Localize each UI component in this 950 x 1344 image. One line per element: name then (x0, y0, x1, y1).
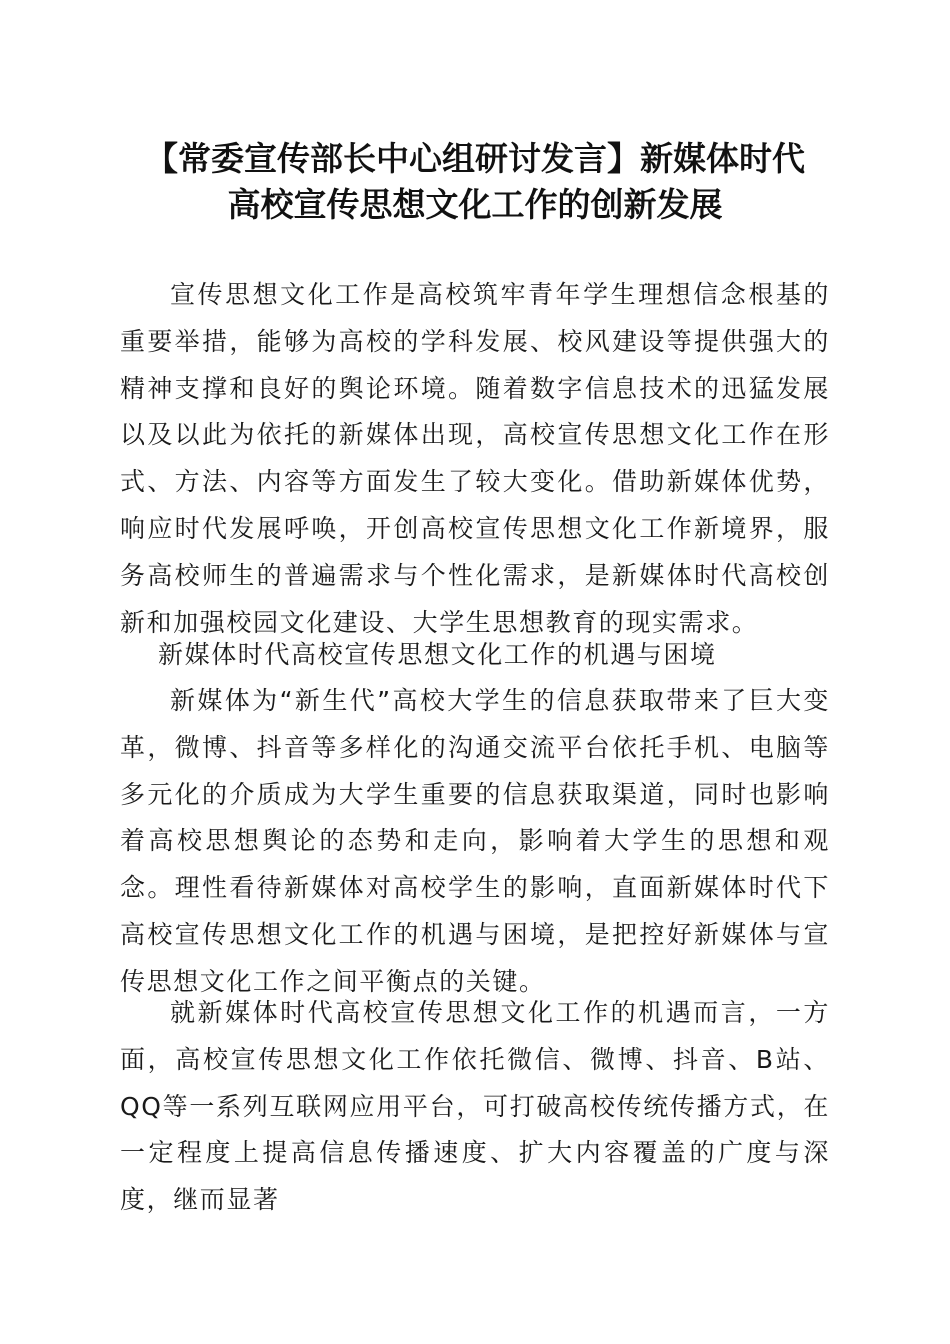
paragraph-opportunities: 就新媒体时代高校宣传思想文化工作的机遇而言，一方面，高校宣传思想文化工作依托微信、微博、抖音、B站、QQ等一系列互联网应用平台，可打破高校传统传播方式，在一定程度上提高信息传播速度、扩大内容覆盖的广度与深度，继而显著 (120, 998, 830, 1215)
document-title-line-2: 高校宣传思想文化工作的创新发展 (227, 185, 723, 224)
document-title-line-1: 【常委宣传部长中心组研讨发言】新媒体时代 (145, 139, 805, 178)
paragraph-intro: 宣传思想文化工作是高校筑牢青年学生理想信念根基的重要举措，能够为高校的学科发展、校风建设等提供强大的精神支撑和良好的舆论环境。随着数字信息技术的迅猛发展以及以此为依托的新媒体出现，高校宣传思想文化工作在形式、方法、内容等方面发生了较大变化。借助新媒体优势，响应时代发展呼唤，开创高校宣传思想文化工作新境界，服务高校师生的普遍需求与个性化需求，是新媒体时代高校创新和加强校园文化建设、大学生思想教育的现实需求。 (120, 280, 830, 637)
section-heading: 新媒体时代高校宣传思想文化工作的机遇与困境 (158, 640, 717, 669)
paragraph-media-impact: 新媒体为“新生代”高校大学生的信息获取带来了巨大变革，微博、抖音等多样化的沟通交流平台依托手机、电脑等多元化的介质成为大学生重要的信息获取渠道，同时也影响着高校思想舆论的态势和走向，影响着大学生的思想和观念。理性看待新媒体对高校学生的影响，直面新媒体时代下高校宣传思想文化工作的机遇与困境，是把控好新媒体与宣传思想文化工作之间平衡点的关键。 (120, 686, 830, 996)
